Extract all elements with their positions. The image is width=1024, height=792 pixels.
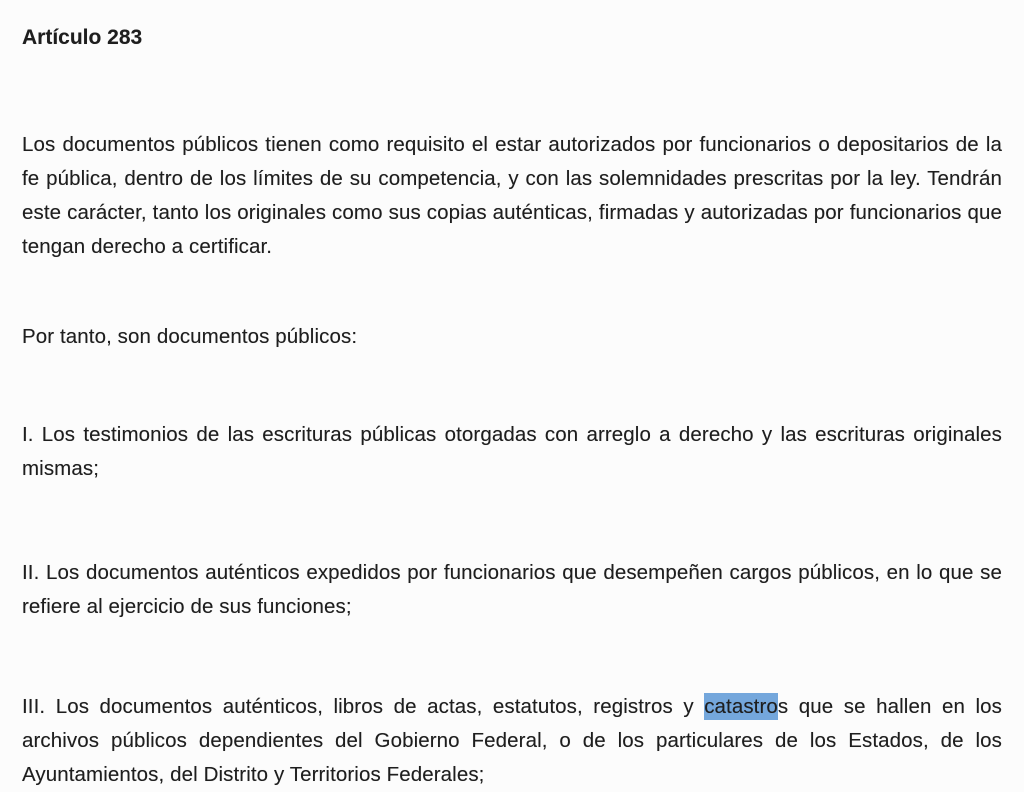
paragraph-item-1: I. Los testimonios de las escrituras públicas otorgadas con arreglo a derecho y las escrituras originales mismas; [22,423,1002,480]
paragraph-item-3-before: III. Los documentos auténticos, libros de actas, estatutos, registros y [22,695,705,718]
paragraph-lead-in: Por tanto, son documentos públicos: [22,325,358,348]
paragraph-intro: Los documentos públicos tienen como requisito el estar autorizados por funcionarios o depositarios de la fe pública, dentro de los límites de su competencia, y con las solemnidades prescritas por la ley. Tendrán este carácter, tanto los originales como sus copias auténticas, firmadas y autorizadas por funcionarios que tengan derecho a certificar. [22,133,1002,258]
article-title: Artículo 283 [22,26,143,49]
paragraph-item-3-after: s que se hallen en los archivos públicos dependientes del Gobierno Federal, o de los particulares de los Estados, de los Ayuntamientos, del Distrito y Territorios Federales; [22,695,1002,786]
paragraph-item-2: II. Los documentos auténticos expedidos por funcionarios que desempeñen cargos públicos, en lo que se refiere al ejercicio de sus funciones; [22,561,1002,618]
highlighted-word[interactable]: catastro [704,695,778,718]
paragraph-item-3 [22,690,1002,792]
